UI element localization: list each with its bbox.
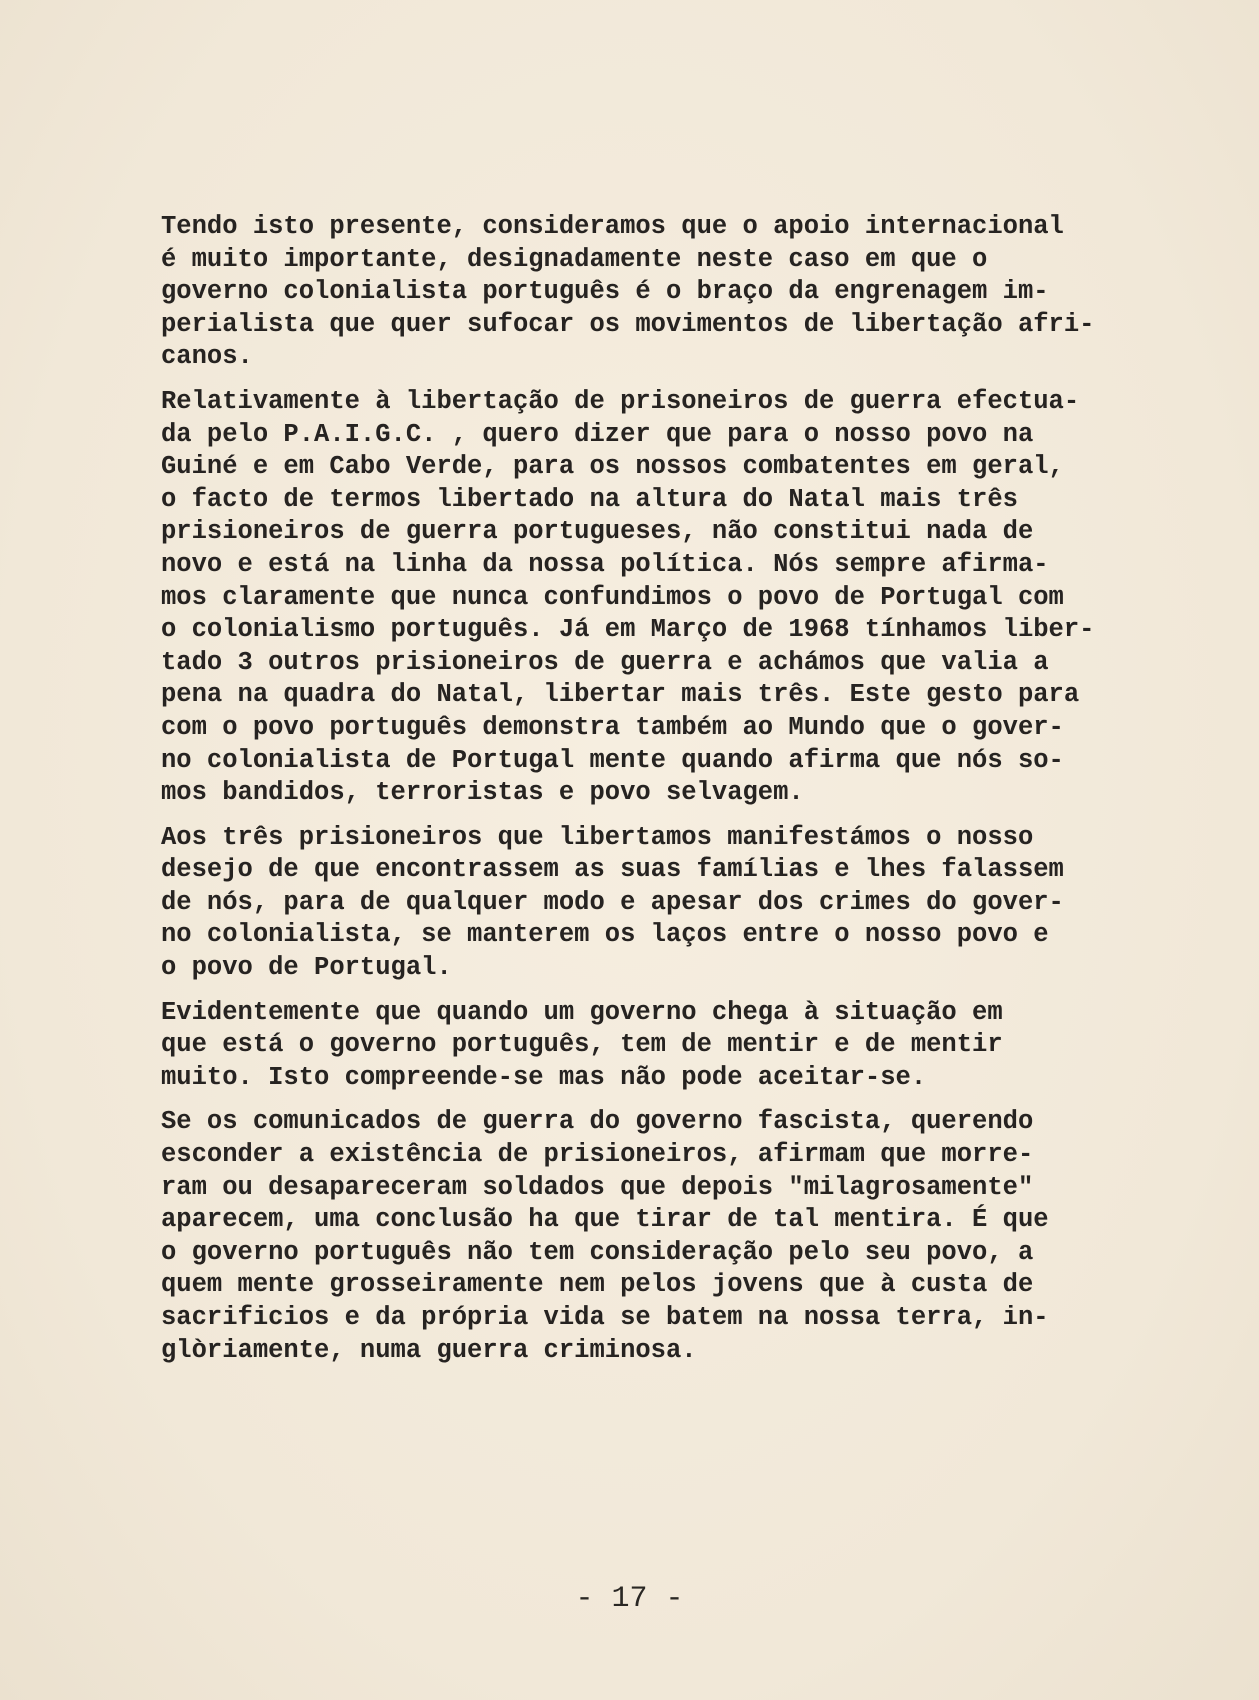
text-line: o povo de Portugal. (161, 953, 452, 983)
text-line: prisioneiros de guerra portugueses, não constitui nada de (161, 517, 1034, 547)
text-line: ram ou desapareceram soldados que depois "milagrosamente" (161, 1172, 1034, 1202)
text-line: sacrificios e da própria vida se batem na nossa terra, in- (161, 1303, 1049, 1332)
paragraph-3 (161, 822, 1171, 985)
text-line: Guiné e em Cabo Verde, para os nossos combatentes em geral, (161, 452, 1064, 482)
paragraph-1 (161, 211, 1171, 374)
text-line: no colonialista, se manterem os laços entre o nosso povo e (161, 920, 1049, 950)
text-line: Tendo isto presente, consideramos que o apoio internacional (161, 212, 1064, 241)
text-line: no colonialista de Portugal mente quando afirma que nós so- (161, 745, 1064, 775)
body-text (161, 211, 1171, 1379)
paragraph-5 (161, 1106, 1171, 1367)
text-line: o colonialismo português. Já em Março de 1968 tínhamos liber- (161, 615, 1095, 645)
text-line: desejo de que encontrassem as suas famílias e lhes falassem (161, 855, 1064, 885)
text-line: tado 3 outros prisioneiros de guerra e achámos que valia a (161, 647, 1049, 677)
text-line: que está o governo português, tem de mentir e de mentir (161, 1030, 1003, 1060)
text-line: esconder a existência de prisioneiros, afirmam que morre- (161, 1140, 1034, 1170)
paragraph-2 (161, 386, 1171, 810)
text-line: o facto de termos libertado na altura do Natal mais três (161, 484, 1018, 514)
text-line: de nós, para de qualquer modo e apesar dos crimes do gover- (161, 887, 1064, 917)
paragraph-4 (161, 997, 1171, 1095)
text-line: aparecem, uma conclusão ha que tirar de tal mentira. É que (161, 1205, 1049, 1235)
text-line: é muito importante, designadamente neste caso em que o (161, 244, 988, 274)
text-line: muito. Isto compreende-se mas não pode aceitar-se. (161, 1062, 927, 1092)
text-line: Se os comunicados de guerra do governo fascista, querendo (161, 1107, 1034, 1137)
text-line: da pelo P.A.I.G.C. , quero dizer que para o nosso povo na (161, 419, 1034, 449)
text-line: Relativamente à libertação de prisoneiros de guerra efectua- (161, 386, 1080, 416)
text-line: mos bandidos, terroristas e povo selvagem. (161, 778, 804, 808)
text-line: mos claramente que nunca confundimos o povo de Portugal com (161, 582, 1064, 612)
text-line: Evidentemente que quando um governo chega à situação em (161, 997, 1003, 1027)
text-line: governo colonialista português é o braço da engrenagem im- (161, 277, 1049, 307)
text-line: glòriamente, numa guerra criminosa. (161, 1335, 697, 1365)
text-line: canos. (161, 342, 253, 372)
text-line: novo e está na linha da nossa política. Nós sempre afirma- (161, 549, 1049, 579)
text-line: quem mente grosseiramente nem pelos jovens que à custa de (161, 1270, 1034, 1300)
text-line: Aos três prisioneiros que libertamos manifestámos o nosso (161, 822, 1034, 852)
page-number: - 17 - (575, 1582, 684, 1616)
text-line: pena na quadra do Natal, libertar mais três. Este gesto para (161, 680, 1080, 710)
text-line: o governo português não tem consideração pelo seu povo, a (161, 1237, 1034, 1267)
text-line: perialista que quer sufocar os movimentos de libertação afri- (161, 309, 1095, 339)
text-line: com o povo português demonstra também ao Mundo que o gover- (161, 712, 1064, 742)
